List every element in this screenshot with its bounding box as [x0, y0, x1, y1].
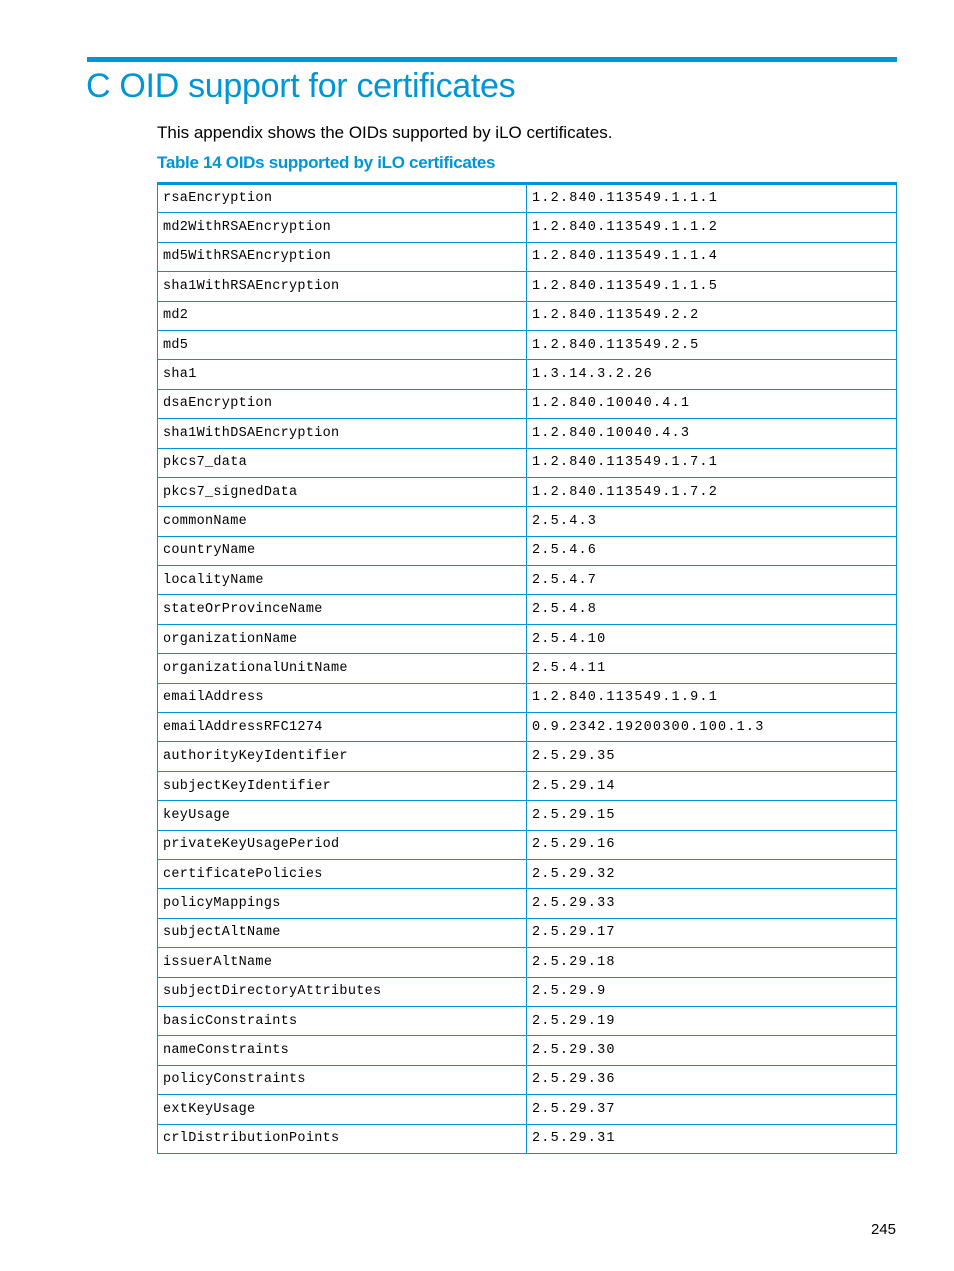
- table-row: [158, 889, 897, 918]
- table-row: [158, 624, 897, 653]
- oid-name-cell: subjectAltName: [158, 918, 527, 947]
- table-row: [158, 918, 897, 947]
- oid-value-cell: 2.5.29.30: [527, 1036, 897, 1065]
- oid-value-cell: 2.5.4.10: [527, 624, 897, 653]
- oid-name-cell: sha1WithRSAEncryption: [158, 272, 527, 301]
- oid-value-cell: 1.2.840.113549.2.2: [527, 301, 897, 330]
- table-row: [158, 830, 897, 859]
- oid-name-cell: md5: [158, 330, 527, 359]
- oid-value-cell: 2.5.4.8: [527, 595, 897, 624]
- oid-name-cell: emailAddress: [158, 683, 527, 712]
- oid-value-cell: 2.5.29.15: [527, 801, 897, 830]
- oid-value-cell: 2.5.4.7: [527, 566, 897, 595]
- oid-value-cell: 1.2.840.113549.1.9.1: [527, 683, 897, 712]
- oid-value-cell: 1.2.840.113549.1.1.5: [527, 272, 897, 301]
- oid-name-cell: certificatePolicies: [158, 859, 527, 888]
- oid-value-cell: 1.2.840.113549.1.7.1: [527, 448, 897, 477]
- oid-value-cell: 2.5.29.32: [527, 859, 897, 888]
- oid-name-cell: policyMappings: [158, 889, 527, 918]
- oid-name-cell: extKeyUsage: [158, 1095, 527, 1124]
- oid-name-cell: dsaEncryption: [158, 389, 527, 418]
- table-row: [158, 272, 897, 301]
- page-number: 245: [870, 1221, 896, 1238]
- oid-value-cell: 1.2.840.113549.2.5: [527, 330, 897, 359]
- oid-value-cell: 2.5.29.16: [527, 830, 897, 859]
- table-row: [158, 419, 897, 448]
- oid-name-cell: issuerAltName: [158, 948, 527, 977]
- oid-value-cell: 1.2.840.10040.4.3: [527, 419, 897, 448]
- oid-name-cell: basicConstraints: [158, 1006, 527, 1035]
- table-row: [158, 477, 897, 506]
- oid-name-cell: pkcs7_signedData: [158, 477, 527, 506]
- oid-name-cell: sha1WithDSAEncryption: [158, 419, 527, 448]
- oid-value-cell: 2.5.29.14: [527, 771, 897, 800]
- table-row: [158, 1036, 897, 1065]
- oid-name-cell: organizationName: [158, 624, 527, 653]
- table-row: [158, 1065, 897, 1094]
- table-caption: Table 14 OIDs supported by iLO certificates: [157, 153, 496, 172]
- oid-name-cell: commonName: [158, 507, 527, 536]
- table-row: [158, 566, 897, 595]
- oid-name-cell: nameConstraints: [158, 1036, 527, 1065]
- table-row: [158, 213, 897, 242]
- table-row: [158, 360, 897, 389]
- table-row: [158, 801, 897, 830]
- table-row: [158, 1095, 897, 1124]
- oid-name-cell: keyUsage: [158, 801, 527, 830]
- oid-value-cell: 1.2.840.113549.1.7.2: [527, 477, 897, 506]
- oid-name-cell: md2WithRSAEncryption: [158, 213, 527, 242]
- oid-value-cell: 1.2.840.113549.1.1.4: [527, 242, 897, 271]
- table-row: [158, 683, 897, 712]
- oid-value-cell: 1.2.840.113549.1.1.1: [527, 184, 897, 213]
- oid-value-cell: 2.5.29.35: [527, 742, 897, 771]
- oid-name-cell: pkcs7_data: [158, 448, 527, 477]
- oid-value-cell: 2.5.29.9: [527, 977, 897, 1006]
- table-row: [158, 595, 897, 624]
- oid-value-cell: 2.5.29.31: [527, 1124, 897, 1153]
- table-row: [158, 184, 897, 213]
- oid-name-cell: md5WithRSAEncryption: [158, 242, 527, 271]
- oid-value-cell: 2.5.29.18: [527, 948, 897, 977]
- oid-value-cell: 2.5.29.33: [527, 889, 897, 918]
- oid-value-cell: 2.5.29.37: [527, 1095, 897, 1124]
- oid-name-cell: stateOrProvinceName: [158, 595, 527, 624]
- table-row: [158, 507, 897, 536]
- oid-name-cell: organizationalUnitName: [158, 654, 527, 683]
- oid-value-cell: 2.5.29.19: [527, 1006, 897, 1035]
- table-row: [158, 948, 897, 977]
- table-row: [158, 301, 897, 330]
- table-row: [158, 330, 897, 359]
- table-row: [158, 713, 897, 742]
- oid-name-cell: localityName: [158, 566, 527, 595]
- oid-value-cell: 2.5.4.3: [527, 507, 897, 536]
- oid-name-cell: privateKeyUsagePeriod: [158, 830, 527, 859]
- oid-table-body: [158, 184, 897, 1154]
- oid-name-cell: sha1: [158, 360, 527, 389]
- table-row: [158, 654, 897, 683]
- intro-text: This appendix shows the OIDs supported by iLO certificates.: [157, 123, 613, 142]
- oid-name-cell: authorityKeyIdentifier: [158, 742, 527, 771]
- oid-name-cell: policyConstraints: [158, 1065, 527, 1094]
- oid-name-cell: countryName: [158, 536, 527, 565]
- oid-name-cell: subjectDirectoryAttributes: [158, 977, 527, 1006]
- oid-name-cell: subjectKeyIdentifier: [158, 771, 527, 800]
- table-row: [158, 742, 897, 771]
- oid-value-cell: 1.3.14.3.2.26: [527, 360, 897, 389]
- table-row: [158, 977, 897, 1006]
- table-row: [158, 242, 897, 271]
- table-row: [158, 1006, 897, 1035]
- oid-value-cell: 2.5.29.17: [527, 918, 897, 947]
- oid-value-cell: 0.9.2342.19200300.100.1.3: [527, 713, 897, 742]
- oid-value-cell: 2.5.29.36: [527, 1065, 897, 1094]
- oid-value-cell: 1.2.840.113549.1.1.2: [527, 213, 897, 242]
- table-row: [158, 448, 897, 477]
- table-row: [158, 536, 897, 565]
- table-row: [158, 1124, 897, 1153]
- oid-table: [157, 182, 897, 1154]
- oid-value-cell: 2.5.4.11: [527, 654, 897, 683]
- table-row: [158, 389, 897, 418]
- oid-name-cell: rsaEncryption: [158, 184, 527, 213]
- oid-value-cell: 2.5.4.6: [527, 536, 897, 565]
- oid-name-cell: md2: [158, 301, 527, 330]
- table-row: [158, 859, 897, 888]
- table-row: [158, 771, 897, 800]
- page-title: C OID support for certificates: [86, 67, 516, 105]
- oid-value-cell: 1.2.840.10040.4.1: [527, 389, 897, 418]
- oid-name-cell: crlDistributionPoints: [158, 1124, 527, 1153]
- oid-name-cell: emailAddressRFC1274: [158, 713, 527, 742]
